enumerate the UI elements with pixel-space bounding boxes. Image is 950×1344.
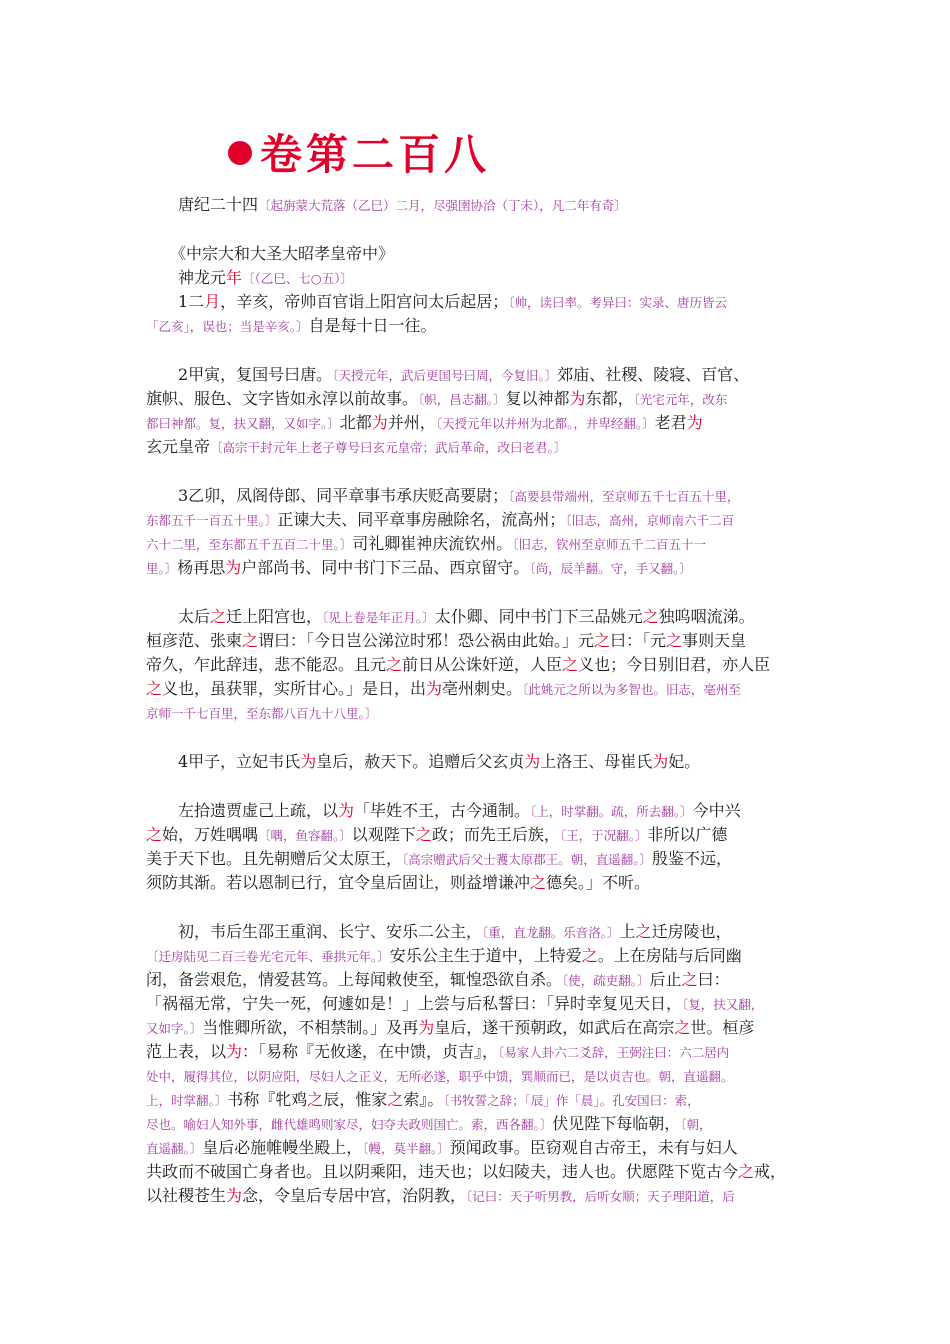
text-run: 闭，备尝艰危，情爱甚笃。上每闻敕使至，辄惶恐欲自杀。 [146, 970, 563, 989]
text-run: 殷鉴不远， [652, 849, 733, 868]
annotation: 〔起旃蒙大荒落（乙巳）二月，尽强圉协洽（丁未），凡二年有奇〕 [258, 198, 627, 213]
text-run: 迁房陵也， [651, 922, 732, 941]
chapter-title-text: 卷第二百八 [260, 130, 491, 179]
document-body [146, 193, 806, 1208]
highlight-char: 为 [338, 801, 355, 820]
text-line [146, 411, 806, 435]
paragraph-gap [146, 217, 806, 242]
annotation: 里。〕 [146, 561, 178, 576]
text-run: 神龙元 [146, 268, 227, 287]
text-run: 美于天下也。且先朝赠后父太原王， [146, 849, 403, 868]
text-run: 太后 [146, 607, 211, 626]
paragraph-gap [146, 725, 806, 750]
annotation: 〔易家人卦六二爻辞，王弼注曰：六二居内 [498, 1045, 730, 1060]
paragraph-gap [146, 459, 806, 484]
text-line [146, 629, 806, 653]
text-run: 安乐公主生于道中，上特爱 [389, 946, 582, 965]
paragraph-gap [146, 338, 806, 363]
text-run: 自是每十日一往。 [308, 316, 437, 335]
text-line [146, 266, 806, 290]
highlight-char: 之 [415, 825, 432, 844]
text-line [146, 1112, 806, 1136]
annotation: 〔高宗赠武后父士彟太原郡王。朝，直遥翻。〕 [402, 852, 653, 867]
text-line [146, 1136, 806, 1160]
text-line [146, 556, 806, 580]
text-run: ，辛亥，帝帅百官诣上阳宫问太后起居； [220, 292, 509, 311]
text-run: 世。桓彦 [690, 1018, 755, 1037]
annotation: 〔幔，莫半翻。〕 [362, 1141, 450, 1156]
text-line [146, 677, 806, 701]
text-run: 后止 [649, 970, 682, 989]
annotation: 都曰神都。复，扶又翻，又如字。〕 [146, 416, 340, 431]
annotation: 〔旧志，高州，京师南六千二百 [565, 513, 735, 528]
highlight-char: 之 [146, 679, 163, 698]
text-run: 义也；今日别旧君，亦人臣 [578, 655, 771, 674]
annotation: 〔天授元年以并州为北都。，并卑经翻。〕 [435, 416, 655, 431]
text-line [146, 750, 806, 774]
text-run: 皇后，赦天下。追赠后父玄贞 [316, 752, 525, 771]
text-run: 当惟卿所欲，不相禁制。」及再 [202, 1018, 419, 1037]
text-run: 旗帜、服色、文字皆如永淳以前故事。 [146, 389, 419, 408]
text-line [146, 1184, 806, 1208]
text-run: 念，令皇后专居中宫，治阴教， [242, 1186, 467, 1205]
highlight-char: 月 [204, 292, 221, 311]
highlight-char: 为 [686, 413, 703, 432]
text-run: 正谏大夫、同平章事房融除名，流高州； [277, 510, 566, 529]
highlight-char: 之 [674, 1018, 691, 1037]
text-line [146, 1064, 806, 1088]
highlight-char: 之 [146, 825, 163, 844]
text-line [146, 1088, 806, 1112]
paragraph-gap [146, 580, 806, 605]
text-run: 书称『牝鸡 [227, 1090, 308, 1109]
highlight-char: 为 [226, 1042, 243, 1061]
highlight-char: 之 [562, 655, 579, 674]
text-run: 德矣。」不听。 [546, 873, 651, 892]
annotation: 〔书牧誓之辞；「辰」作「晨」。孔安国曰：索， [443, 1093, 700, 1108]
highlight-char: 之 [666, 631, 683, 650]
annotation: 东都五千一百五十里。〕 [146, 513, 278, 528]
text-run: 4甲子，立妃韦氏 [146, 752, 301, 771]
text-line [146, 1016, 806, 1040]
highlight-char: 为 [652, 752, 669, 771]
text-run: 「祸福无常，宁失一死，何遽如是！」上尝与后私誓曰：「异时幸复见天日， [146, 994, 683, 1013]
text-line [146, 823, 806, 847]
paragraph-gap [146, 895, 806, 920]
text-run: 独呜咽流涕。 [658, 607, 755, 626]
text-line [146, 193, 806, 217]
annotation: 〔帜，昌志翻。〕 [418, 392, 506, 407]
annotation: 尽也。喻妇人知外事，雌代雄鸣则家尽，妇夺夫政则国亡。索，西各翻。〕 [146, 1117, 553, 1132]
text-run: 曰：「元 [610, 631, 667, 650]
paragraph-gap [146, 774, 806, 799]
annotation: 〔尚，辰羊翻。守，手又翻。〕 [529, 561, 692, 576]
highlight-char: 为 [524, 752, 541, 771]
text-line [146, 992, 806, 1016]
annotation: 〔高宗干封元年上老子尊号曰玄元皇帝；武后革命，改曰老君。〕 [210, 440, 567, 455]
text-run: 事则天皇 [682, 631, 747, 650]
text-run: 戒， [754, 1162, 787, 1181]
text-run: 「毕姓不王，古今通制。 [354, 801, 531, 820]
highlight-char: 之 [594, 631, 611, 650]
bullet-icon [228, 141, 252, 165]
text-line [146, 532, 806, 556]
highlight-char: 之 [581, 946, 598, 965]
text-run: 。上在房陆与后同幽 [597, 946, 742, 965]
highlight-char: 之 [681, 970, 698, 989]
highlight-char: 之 [635, 922, 652, 941]
annotation: 「乙亥」，误也；当是辛亥。〕 [146, 319, 309, 334]
text-run: 2甲寅，复国号曰唐。 [146, 365, 333, 384]
text-run: 始，万姓喁喁 [162, 825, 259, 844]
text-run: 政；而先王后族， [431, 825, 560, 844]
highlight-char: 为 [225, 558, 242, 577]
annotation: 〔光宅元年，改东 [633, 392, 728, 407]
highlight-char: 为 [569, 389, 586, 408]
highlight-char: 为 [226, 1186, 243, 1205]
annotation: 〔帅，读曰率。考异曰：实录、唐历皆云 [508, 295, 727, 310]
text-line [146, 1160, 806, 1184]
text-run: 复以神都 [505, 389, 570, 408]
text-line [146, 1040, 806, 1064]
text-line [146, 944, 806, 968]
annotation: 〔此姚元之所以为多智也。旧志，亳州至 [522, 682, 741, 697]
text-run: 玄元皇帝 [146, 437, 211, 456]
text-run: 皇后，遂干预朝政，如武后在高宗 [434, 1018, 675, 1037]
text-run: 辰，惟家 [323, 1090, 388, 1109]
text-run: 左拾遗贾虚己上疏，以 [146, 801, 339, 820]
text-run: 前日从公诛奸逆，人臣 [402, 655, 563, 674]
text-run: 3乙卯，凤阁侍郎、同平章事韦承庆贬高要尉； [146, 486, 509, 505]
text-line [146, 290, 806, 314]
text-line [146, 871, 806, 895]
text-run: 以观陛下 [351, 825, 416, 844]
text-run: 《中宗大和大圣大昭孝皇帝中》 [146, 244, 395, 263]
text-run: 户部尚书、同中书门下三品、西京留守。 [241, 558, 530, 577]
highlight-char: 之 [530, 873, 547, 892]
text-line [146, 605, 806, 629]
annotation: 京师一千七百里，至东都八百九十八里。〕 [146, 706, 378, 721]
text-run: ：「易称『无攸遂，在中馈，贞吉』， [242, 1042, 499, 1061]
text-run: 帝久，乍此辞违，悲不能忍。且元 [146, 655, 387, 674]
text-line [146, 799, 806, 823]
annotation: 〔见上卷是年正月。〕 [322, 610, 435, 625]
text-run: 伏见陛下每临朝， [552, 1114, 681, 1133]
annotation: 处中，履得其位，以阴应阳，尽妇人之正义，无所必遂，职乎中馈，巽顺而已，是以贞吉也。朝，直遥翻。 [146, 1069, 734, 1084]
text-run: 共政而不破国亡身者也。且以阴乘阳，违天也；以妇陵夫，违人也。伏愿陛下览古今 [146, 1162, 739, 1181]
highlight-char: 之 [210, 607, 227, 626]
annotation: 〔上，时掌翻。疏，所去翻。〕 [530, 804, 693, 819]
text-line [146, 242, 806, 266]
text-line [146, 968, 806, 992]
annotation: 〔喁，鱼容翻。〕 [258, 828, 352, 843]
annotation: 〔重，直龙翻。乐音洛。〕 [482, 925, 620, 940]
text-run: 上 [619, 922, 636, 941]
highlight-char: 年 [226, 268, 243, 287]
annotation: 〔使，疏吏翻。〕 [562, 973, 650, 988]
text-run: 妃。 [668, 752, 701, 771]
text-run: 杨再思 [177, 558, 226, 577]
highlight-char: 之 [386, 655, 403, 674]
text-run: 曰： [697, 970, 730, 989]
text-run: 司礼卿崔神庆流钦州。 [352, 534, 513, 553]
text-run: 皇后必施帷幔坐殿上， [202, 1138, 363, 1157]
text-run: 须防其渐。若以恩制已行，宜令皇后固让，则益增谦冲 [146, 873, 531, 892]
text-run: 范上表，以 [146, 1042, 227, 1061]
annotation: 〔记曰：天子听男教，后听女顺；天子理阳道，后 [466, 1189, 735, 1204]
annotation: 〔朝， [680, 1117, 712, 1132]
text-run: 老君 [654, 413, 687, 432]
text-run: 今中兴 [692, 801, 741, 820]
text-line [146, 387, 806, 411]
text-run: 北都 [339, 413, 372, 432]
text-line [146, 653, 806, 677]
annotation: 〔旧志，钦州至京师五千二百五十一 [512, 537, 707, 552]
text-run: 亳州刺史。 [442, 679, 523, 698]
highlight-char: 之 [738, 1162, 755, 1181]
text-run: 预闻政事。臣窃观自古帝王，未有与妇人 [449, 1138, 738, 1157]
highlight-char: 为 [418, 1018, 435, 1037]
text-run: 初，韦后生邵王重润、长宁、安乐二公主， [146, 922, 483, 941]
annotation: 上，时掌翻。〕 [146, 1093, 228, 1108]
chapter-title [228, 122, 490, 182]
text-run: 太仆卿、同中书门下三品姚元 [434, 607, 643, 626]
highlight-char: 为 [371, 413, 388, 432]
annotation: 直遥翻。〕 [146, 1141, 203, 1156]
text-line [146, 314, 806, 338]
highlight-char: 之 [387, 1090, 404, 1109]
text-run: 东都， [585, 389, 634, 408]
text-run: 郊庙、社稷、陵寝、百官、 [557, 365, 750, 384]
highlight-char: 之 [642, 607, 659, 626]
text-line [146, 363, 806, 387]
text-run: 并州， [387, 413, 436, 432]
highlight-char: 为 [300, 752, 317, 771]
annotation: 〔高要县带端州，至京师五千七百五十里， [508, 489, 740, 504]
highlight-char: 之 [307, 1090, 324, 1109]
text-line [146, 847, 806, 871]
highlight-char: 之 [242, 631, 259, 650]
text-line [146, 920, 806, 944]
text-run: 以社稷苍生 [146, 1186, 227, 1205]
text-line [146, 435, 806, 459]
annotation: 〔迁房陆见二百三卷光宅元年、垂拱元年。〕 [146, 949, 390, 964]
annotation: 六十二里，至东都五千五百二十里。〕 [146, 537, 353, 552]
annotation: 〔王，于况翻。〕 [559, 828, 648, 843]
text-run: 唐纪二十四 [146, 195, 259, 214]
text-run: 谓曰：「今日岂公涕泣时邪！恐公祸由此始。」元 [258, 631, 595, 650]
text-run: 1二 [146, 292, 205, 311]
text-line [146, 701, 806, 725]
highlight-char: 为 [426, 679, 443, 698]
annotation: 〔复，扶又翻， [682, 997, 764, 1012]
text-run: 上洛王、母崔氏 [540, 752, 653, 771]
text-line [146, 484, 806, 508]
text-run: 桓彦范、张柬 [146, 631, 243, 650]
annotation: 〔天授元年，武后更国号曰周，今复旧。〕 [332, 368, 558, 383]
text-run: 义也，虽获罪，实所甘心。」是日，出 [162, 679, 427, 698]
text-run: 非所以广德 [647, 825, 728, 844]
annotation: 〔（乙巳、七○五）〕 [242, 271, 353, 286]
text-run: 迁上阳宫也， [226, 607, 323, 626]
text-run: 索』。 [403, 1090, 444, 1109]
annotation: 又如字。〕 [146, 1021, 203, 1036]
text-line [146, 508, 806, 532]
